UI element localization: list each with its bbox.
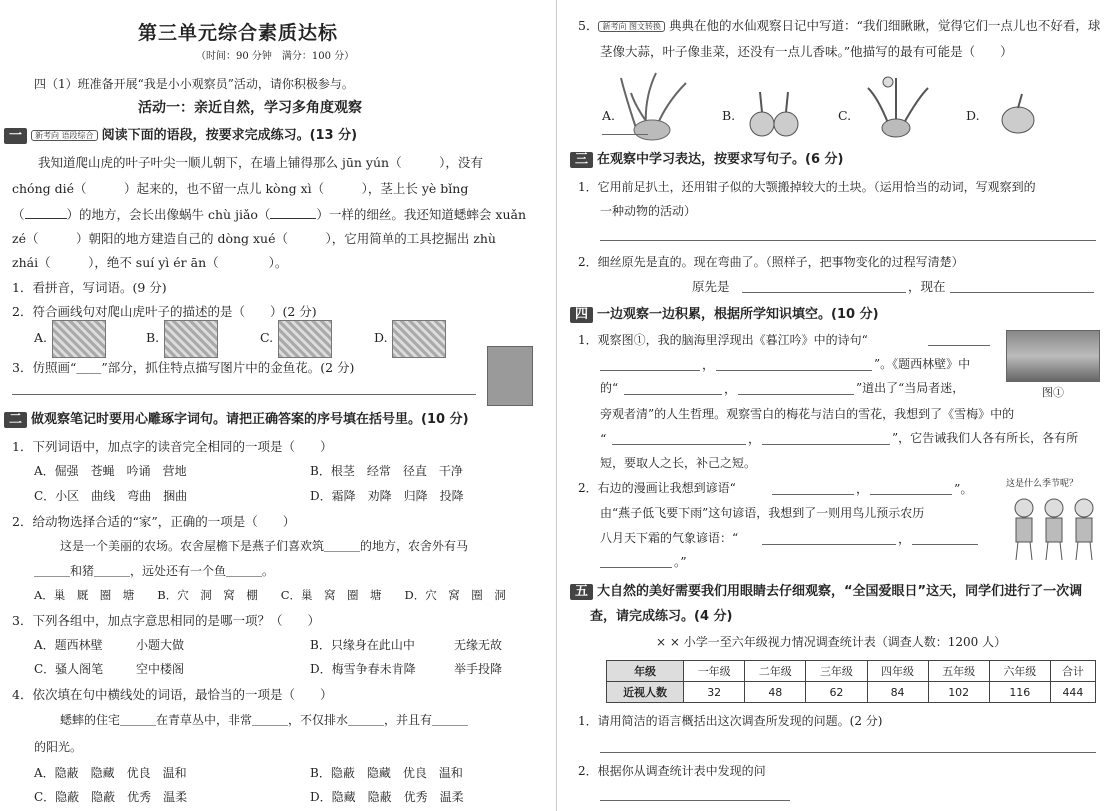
answer-line[interactable]	[12, 394, 476, 395]
option-c-label: C.	[260, 330, 274, 345]
passage-line-3	[12, 206, 526, 222]
s2q1-option-a: A．倔强 苍蝇 吟诵 营地	[34, 464, 187, 478]
s4q1-line-4: ”道出了“当局者迷，	[856, 381, 965, 395]
leaf-pattern-c-image	[278, 320, 332, 358]
s2-question-3: 3．下列各组中，加点字意思相同的是哪一项？（ ）	[12, 613, 320, 628]
table-cell: 444	[1050, 682, 1095, 703]
table-caption: × × 小学一至六年级视力情况调查统计表（调查人数：1200 人）	[656, 635, 1007, 649]
table-cell: 62	[806, 682, 867, 703]
s4q1-line-7: 短，要取人之长，补己之短。	[600, 456, 757, 470]
s2q4-option-c: C．隐蔽 隐蔽 优秀 温柔	[34, 790, 188, 804]
activity-heading: 活动一：亲近自然，学习多角度观察	[138, 100, 362, 116]
s4q2-close: ”。	[954, 481, 973, 496]
intro-text: 四（1）班准备开展“我是小小观察员”活动，请你积极参与。	[34, 77, 354, 91]
answer-blank[interactable]	[270, 206, 316, 219]
s2q2-options: A．巢 厩 圈 塘 B．穴 洞 窝 棚 C．巢 窝 圈 塘 D．穴 窝 圈 洞	[34, 588, 506, 602]
passage-line-2: chóng dié（ ）起来的，也不留一点儿 kòng xì（ ），茎上长 yè bǐng	[12, 181, 469, 196]
s2q3-option-c1: C．骚人阁笔	[34, 662, 104, 676]
vision-stats-table	[606, 660, 1096, 703]
table-header-cell: 六年级	[989, 661, 1050, 682]
section-1-number: 一	[4, 128, 27, 144]
plant-option-a-label: A.	[602, 108, 616, 123]
q5-number: 5．	[578, 18, 599, 33]
section-5-number: 五	[570, 584, 593, 600]
s4q2-line-3: 八月天下霜的气象谚语：“	[600, 531, 739, 545]
answer-line[interactable]	[600, 800, 790, 801]
table-row	[607, 682, 1096, 703]
table-cell: 48	[745, 682, 806, 703]
page-subtitle: （时间：90 分钟 满分：100 分）	[196, 51, 355, 62]
s4q1-line-2: ”。《题西林壁》中	[874, 357, 971, 371]
s2q3-option-d1: D．梅雪争春未肯降	[310, 662, 416, 676]
section-5-title-cont: 查，请完成练习。(4 分)	[590, 609, 733, 624]
s2q3-option-a1: A．题西林壁	[34, 638, 103, 652]
answer-line[interactable]	[600, 240, 1096, 241]
s4q1-line-3: 的“	[600, 381, 619, 395]
passage-line-3-a: （	[12, 207, 25, 222]
s2q3-option-b2: 无缘无故	[454, 638, 503, 652]
plant-option-d-label: D.	[966, 108, 980, 123]
section-4-number: 四	[570, 307, 593, 323]
table-cell: 近视人数	[607, 682, 684, 703]
answer-line[interactable]	[772, 494, 854, 495]
section-3-number: 三	[570, 152, 593, 168]
section-3-title: 在观察中学习表达，按要求写句子。(6 分)	[597, 152, 844, 167]
s2-question-1: 1．下列词语中，加点字的读音完全相同的一项是（ ）	[12, 439, 333, 454]
section-4-heading	[570, 307, 879, 323]
table-header-cell: 一年级	[684, 661, 745, 682]
section-2-heading	[4, 412, 469, 428]
table-header-cell: 五年级	[928, 661, 989, 682]
answer-line[interactable]	[624, 394, 722, 395]
section-1-tag: 新考向 语段综合	[31, 130, 98, 142]
answer-line[interactable]	[716, 370, 872, 371]
s2q3-option-a2: 小题大做	[136, 638, 185, 652]
s4q2-end: 。”	[674, 554, 687, 569]
option-d-label: D.	[374, 330, 388, 345]
plant-d-image	[996, 92, 1042, 138]
s2-question-4: 4．依次填在句中横线处的词语，最恰当的一项是（ ）	[12, 687, 333, 702]
answer-line[interactable]	[738, 394, 854, 395]
page-divider	[556, 0, 557, 811]
s2-question-2: 2．给动物选择合适的“家”，正确的一项是（ ）	[12, 514, 296, 529]
answer-line[interactable]	[602, 134, 648, 135]
plant-option-c-label: C.	[838, 108, 852, 123]
s4q2-line-1: 2．右边的漫画让我想到谚语“	[578, 481, 736, 495]
s4q1-line-5: 旁观者清”的人生哲理。观察雪白的梅花与洁白的雪花，我想到了《雪梅》中的	[600, 407, 1015, 421]
table-header-row	[607, 661, 1096, 682]
answer-line[interactable]	[950, 292, 1094, 293]
cartoon-speech-bubble: 这是什么季节呢？	[1006, 479, 1079, 489]
q5-line-2: 茎像大蒜，叶子像韭菜，还没有一点儿香味。”他描写的最有可能是（ ）	[600, 44, 1013, 59]
s2q1-option-d: D．霜降 劝降 归降 投降	[310, 489, 464, 503]
s3q2-prompt-2: ，现在	[908, 279, 946, 294]
passage-line-3-c: ）一样的细丝。我还知道蟋蟀会 xuǎn	[316, 207, 526, 222]
s4q1-comma-2: ，	[724, 381, 737, 396]
table-header-cell: 四年级	[867, 661, 928, 682]
s2q1-option-c: C．小区 曲线 弯曲 捆曲	[34, 489, 188, 503]
section-3-heading	[570, 152, 843, 168]
s2q4-option-a: A．隐蔽 隐藏 优良 温和	[34, 766, 187, 780]
table-header-cell: 合计	[1050, 661, 1095, 682]
section-1-title: 阅读下面的语段，按要求完成练习。(13 分)	[101, 128, 358, 143]
s3q2-prompt-1: 原先是	[692, 279, 730, 294]
s4q1-quote-open: “	[600, 431, 607, 446]
s4q2-comma: ，	[856, 481, 869, 496]
answer-line[interactable]	[600, 567, 672, 568]
s2q2-text-2: ＿＿＿和猪＿＿＿，远处还有一个鱼＿＿＿。	[34, 564, 275, 578]
s2q4-text-1: 蟋蟀的住宅＿＿＿在青草丛中，非常＿＿＿，不仅排水＿＿＿，并且有＿＿＿	[60, 713, 469, 727]
answer-blank[interactable]	[25, 206, 67, 219]
s4q1-comma-1: ，	[702, 357, 715, 372]
answer-line[interactable]	[600, 370, 700, 371]
passage-line-4: zé（ ）朝阳的地方建造自己的 dòng xué（ ），它用简单的工具挖掘出 zhù	[12, 231, 496, 246]
table-header-cell: 二年级	[745, 661, 806, 682]
s3-question-2: 2．细丝原先是直的。现在弯曲了。（照样子，把事物变化的过程写清楚）	[578, 255, 964, 269]
s2q4-text-2: 的阳光。	[34, 740, 83, 754]
s2q4-option-d: D．隐藏 隐蔽 优秀 温柔	[310, 790, 464, 804]
s2q1-option-b: B．根茎 经常 径直 干净	[310, 464, 463, 478]
table-header-cell: 三年级	[806, 661, 867, 682]
s5-question-1: 1．请用简洁的语言概括出这次调查所发现的问题。(2 分)	[578, 714, 883, 728]
section-2-title: 做观察笔记时要用心雕琢字词句。请把正确答案的序号填在括号里。(10 分)	[31, 412, 469, 427]
plant-option-b-label: B.	[722, 108, 736, 123]
option-a-label: A.	[34, 330, 48, 345]
question-2: 2．符合画线句对爬山虎叶子的描述的是（ ）(2 分)	[12, 304, 317, 319]
flower-image	[487, 346, 533, 406]
q5-line-1	[578, 18, 1100, 33]
table-header-cell: 年级	[607, 661, 684, 682]
section-2-number: 二	[4, 412, 27, 428]
table-cell: 32	[684, 682, 745, 703]
plant-c-image	[858, 68, 934, 142]
q5-text-1: 典典在他的水仙观察日记中写道：“我们细瞅瞅，觉得它们一点儿也不好看，球	[669, 18, 1101, 33]
leaf-pattern-d-image	[392, 320, 446, 358]
q5-tag: 新考向 图文转换	[598, 21, 665, 33]
s2q4-option-b: B．隐蔽 隐藏 优良 温和	[310, 766, 463, 780]
s4q2-comma-2: ，	[898, 531, 911, 546]
section-4-title: 一边观察一边积累，根据所学知识填空。(10 分)	[597, 307, 879, 322]
page-title: 第三单元综合素质达标	[138, 22, 339, 44]
s3-question-1b: 一种动物的活动）	[600, 204, 697, 218]
leaf-pattern-b-image	[164, 320, 218, 358]
s2q3-option-c2: 空中楼阁	[136, 662, 185, 676]
question-1: 1．看拼音，写词语。(9 分)	[12, 280, 167, 295]
s5-question-2: 2．根据你从调查统计表中发现的问	[578, 764, 766, 778]
s4q2-line-2: 由“燕子低飞要下雨”这句谚语，我想到了一则用鸟儿预示农历	[600, 506, 925, 520]
sunset-river-image	[1006, 330, 1100, 382]
s2q3-option-b1: B．只缘身在此山中	[310, 638, 415, 652]
answer-line[interactable]	[762, 444, 890, 445]
question-3: 3．仿照画“＿＿”部分，抓住特点描写图片中的金鱼花。(2 分)	[12, 360, 355, 375]
table-cell: 116	[989, 682, 1050, 703]
plant-a-image	[616, 68, 694, 142]
answer-line[interactable]	[600, 752, 1096, 753]
cartoon-children-image	[1004, 494, 1102, 564]
plant-b-image	[744, 88, 806, 140]
passage-line-3-b: ）的地方，会长出像蜗牛 chù jiǎo（	[66, 207, 271, 222]
s4q1-line-6: ”，它告诫我们人各有所长，各有所	[892, 431, 1079, 445]
s2q2-text-1: 这是一个美丽的农场。农舍屋檐下是燕子们喜欢筑＿＿＿的地方，农舍外有马	[60, 539, 469, 553]
passage-line-5: zhái（ ），绝不 suí yì ér ān（ ）。	[12, 255, 288, 270]
answer-line[interactable]	[742, 292, 906, 293]
s4q1-comma-3: ，	[748, 431, 761, 446]
answer-line[interactable]	[612, 444, 746, 445]
s4q1-line-1: 1．观察图①，我的脑海里浮现出《暮江吟》中的诗句“	[578, 333, 868, 347]
s2q3-option-d2: 举手投降	[454, 662, 503, 676]
section-1-heading	[4, 128, 357, 144]
leaf-pattern-a-image	[52, 320, 106, 358]
answer-line[interactable]	[870, 494, 952, 495]
answer-line[interactable]	[762, 544, 896, 545]
passage-line-1: 我知道爬山虎的叶子叶尖一顺儿朝下，在墙上铺得那么 jūn yún（ ），没有	[38, 155, 483, 170]
table-cell: 84	[867, 682, 928, 703]
s3-question-1: 1．它用前足扒土，还用钳子似的大颚搬掉较大的土块。（运用恰当的动词，写观察到的	[578, 180, 1036, 194]
section-5-title: 大自然的美好需要我们用眼睛去仔细观察，“全国爱眼日”这天，同学们进行了一次调	[597, 584, 1083, 599]
answer-line[interactable]	[912, 544, 978, 545]
figure-1-caption: 图①	[1042, 386, 1064, 399]
option-b-label: B.	[146, 330, 160, 345]
section-5-heading	[570, 584, 1082, 600]
answer-line[interactable]	[928, 345, 990, 346]
table-cell: 102	[928, 682, 989, 703]
